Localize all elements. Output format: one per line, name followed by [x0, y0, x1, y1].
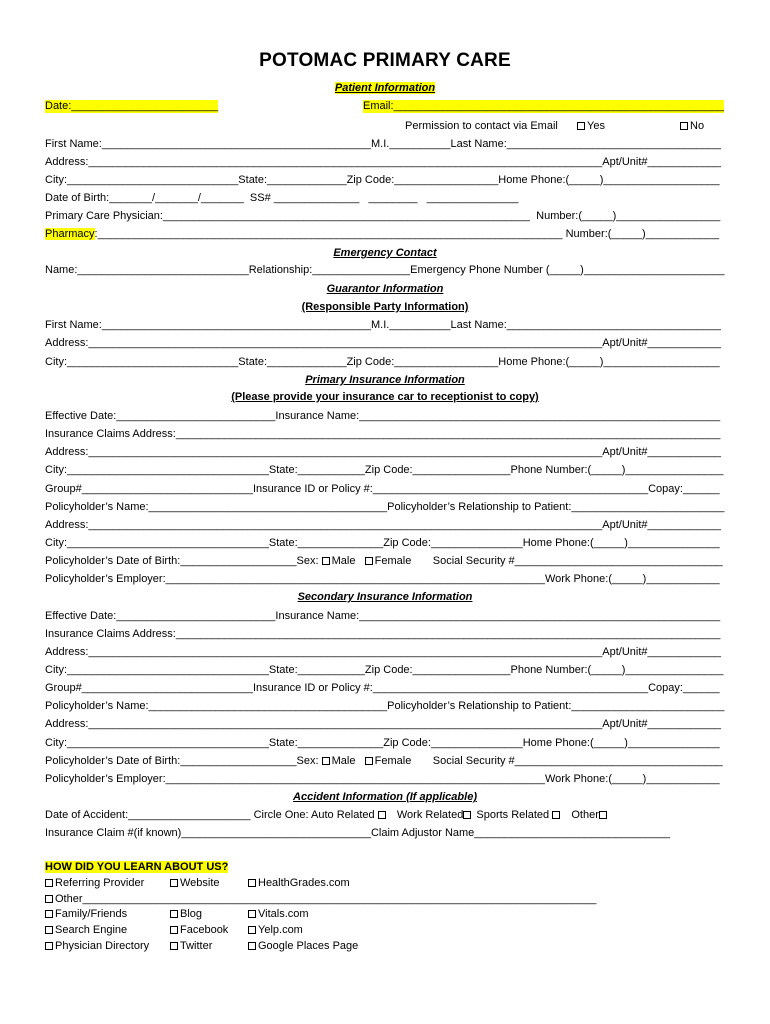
secondary-holder-line[interactable]: Policyholder’s Name:_______________________________________Policyholder’s Relationship to Patient:_________________________	[45, 700, 725, 712]
physician-directory-option[interactable]: Physician Directory	[45, 940, 149, 953]
checkbox-icon[interactable]	[463, 811, 471, 819]
checkbox-icon[interactable]	[170, 942, 178, 950]
secondary-dob-line[interactable]: Policyholder’s Date of Birth:___________________Sex: Male Female Social Security #__________________________________	[45, 755, 723, 767]
checkbox-icon[interactable]	[170, 879, 178, 887]
primary-insurance-subheading: (Please provide your insurance car to receptionist to copy)	[231, 391, 539, 403]
secondary-effective-line[interactable]: Effective Date:__________________________Insurance Name:___________________________________________________________	[45, 610, 721, 622]
checkbox-icon[interactable]	[45, 942, 53, 950]
checkbox-icon[interactable]	[45, 879, 53, 887]
primary-holder-line[interactable]: Policyholder’s Name:_______________________________________Policyholder’s Relationship to Patient:_________________________	[45, 501, 725, 513]
patient-info-heading: Patient Information	[334, 82, 436, 94]
pcp-line[interactable]: Primary Care Physician:____________________________________________________________ Number:(_____)_________________	[45, 210, 721, 222]
checkbox-icon[interactable]	[365, 757, 373, 765]
primary-insurance-heading: Primary Insurance Information	[305, 374, 465, 386]
twitter-option[interactable]: Twitter	[170, 940, 212, 953]
referring-provider-option[interactable]: Referring Provider	[45, 877, 144, 890]
checkbox-icon[interactable]	[170, 926, 178, 934]
date-field[interactable]: Date:________________________	[45, 100, 219, 112]
secondary-insurance-heading: Secondary Insurance Information	[297, 591, 473, 603]
checkbox-icon[interactable]	[45, 926, 53, 934]
checkbox-icon[interactable]	[378, 811, 386, 819]
checkbox-icon[interactable]	[577, 122, 585, 130]
checkbox-icon[interactable]	[170, 910, 178, 918]
pharmacy-line[interactable]: Pharmacy:____________________________________________________________________________ Number:(_____)____________	[45, 228, 720, 240]
healthgrades-option[interactable]: HealthGrades.com	[248, 877, 350, 890]
accident-claim-line[interactable]: Insurance Claim #(if known)_______________________________Claim Adjustor Name________________________________	[45, 827, 671, 839]
primary-dob-line[interactable]: Policyholder’s Date of Birth:___________________Sex: Male Female Social Security #__________________________________	[45, 555, 723, 567]
website-option[interactable]: Website	[170, 877, 220, 890]
email-field[interactable]: Email:______________________________________________________	[363, 100, 724, 112]
permission-yes-option[interactable]: Yes	[577, 120, 605, 133]
checkbox-icon[interactable]	[45, 895, 53, 903]
checkbox-icon[interactable]	[45, 910, 53, 918]
permission-no-option[interactable]: No	[680, 120, 704, 133]
guarantor-city-line[interactable]: City:____________________________State:_____________Zip Code:_________________Home Phone:(_____)___________________	[45, 356, 720, 368]
checkbox-icon[interactable]	[248, 942, 256, 950]
checkbox-icon[interactable]	[322, 557, 330, 565]
yelp-option[interactable]: Yelp.com	[248, 924, 303, 937]
family-friends-option[interactable]: Family/Friends	[45, 908, 127, 921]
emergency-line[interactable]: Name:____________________________Relationship:________________Emergency Phone Number (_____)_______________________	[45, 264, 725, 276]
secondary-city-line[interactable]: City:_________________________________State:___________Zip Code:________________Phone Number:(_____)________________	[45, 664, 724, 676]
primary-address2-line[interactable]: Address:____________________________________________________________________________________Apt/Unit#____________	[45, 519, 721, 531]
primary-employer-line[interactable]: Policyholder’s Employer:______________________________________________________________Work Phone:(_____)____________	[45, 573, 720, 585]
page-title: POTOMAC PRIMARY CARE	[259, 50, 511, 71]
checkbox-icon[interactable]	[599, 811, 607, 819]
facebook-option[interactable]: Facebook	[170, 924, 228, 937]
blog-option[interactable]: Blog	[170, 908, 202, 921]
secondary-address-line[interactable]: Address:____________________________________________________________________________________Apt/Unit#____________	[45, 646, 721, 658]
guarantor-address-line[interactable]: Address:____________________________________________________________________________________Apt/Unit#____________	[45, 337, 721, 349]
guarantor-subheading: (Responsible Party Information)	[301, 301, 469, 313]
secondary-claims-line[interactable]: Insurance Claims Address:_________________________________________________________________________________________	[45, 628, 721, 640]
other-option[interactable]: Other____________________________________________________________________________________	[45, 893, 596, 906]
patient-dob-line[interactable]: Date of Birth:_______/_______/_______ SS# ______________ ________ _______________	[45, 192, 519, 204]
primary-group-line[interactable]: Group#____________________________Insurance ID or Policy #:_____________________________________________Copay:______	[45, 483, 720, 495]
accident-date-line[interactable]: Date of Accident:____________________ Circle One: Auto Related Work Related Sports Related Other	[45, 809, 609, 822]
secondary-employer-line[interactable]: Policyholder’s Employer:______________________________________________________________Work Phone:(_____)____________	[45, 773, 720, 785]
guarantor-heading: Guarantor Information	[326, 283, 444, 295]
secondary-address2-line[interactable]: Address:____________________________________________________________________________________Apt/Unit#____________	[45, 718, 721, 730]
primary-address-line[interactable]: Address:____________________________________________________________________________________Apt/Unit#____________	[45, 446, 721, 458]
primary-effective-line[interactable]: Effective Date:__________________________Insurance Name:___________________________________________________________	[45, 410, 721, 422]
accident-heading: Accident Information (If applicable)	[293, 791, 477, 803]
pharmacy-label: Pharmacy	[45, 228, 95, 240]
primary-city2-line[interactable]: City:_________________________________State:______________Zip Code:_______________Home Phone:(_____)_______________	[45, 537, 720, 549]
checkbox-icon[interactable]	[248, 879, 256, 887]
patient-name-line[interactable]: First Name:____________________________________________M.I.__________Last Name:___________________________________	[45, 138, 721, 150]
learn-heading: HOW DID YOU LEARN ABOUT US?	[45, 861, 229, 873]
primary-city-line[interactable]: City:_________________________________State:___________Zip Code:________________Phone Number:(_____)________________	[45, 464, 724, 476]
guarantor-name-line[interactable]: First Name:____________________________________________M.I.__________Last Name:___________________________________	[45, 319, 721, 331]
checkbox-icon[interactable]	[248, 926, 256, 934]
permission-label: Permission to contact via Email	[405, 120, 558, 132]
checkbox-icon[interactable]	[248, 910, 256, 918]
secondary-group-line[interactable]: Group#____________________________Insurance ID or Policy #:_____________________________________________Copay:______	[45, 682, 720, 694]
checkbox-icon[interactable]	[322, 757, 330, 765]
google-places-option[interactable]: Google Places Page	[248, 940, 358, 953]
checkbox-icon[interactable]	[680, 122, 688, 130]
primary-claims-line[interactable]: Insurance Claims Address:_________________________________________________________________________________________	[45, 428, 721, 440]
emergency-heading: Emergency Contact	[333, 247, 437, 259]
secondary-city2-line[interactable]: City:_________________________________State:______________Zip Code:_______________Home Phone:(_____)_______________	[45, 737, 720, 749]
search-engine-option[interactable]: Search Engine	[45, 924, 127, 937]
checkbox-icon[interactable]	[365, 557, 373, 565]
patient-address-line[interactable]: Address:____________________________________________________________________________________Apt/Unit#____________	[45, 156, 721, 168]
checkbox-icon[interactable]	[552, 811, 560, 819]
patient-city-line[interactable]: City:____________________________State:_____________Zip Code:_________________Home Phone:(_____)___________________	[45, 174, 720, 186]
vitals-option[interactable]: Vitals.com	[248, 908, 309, 921]
